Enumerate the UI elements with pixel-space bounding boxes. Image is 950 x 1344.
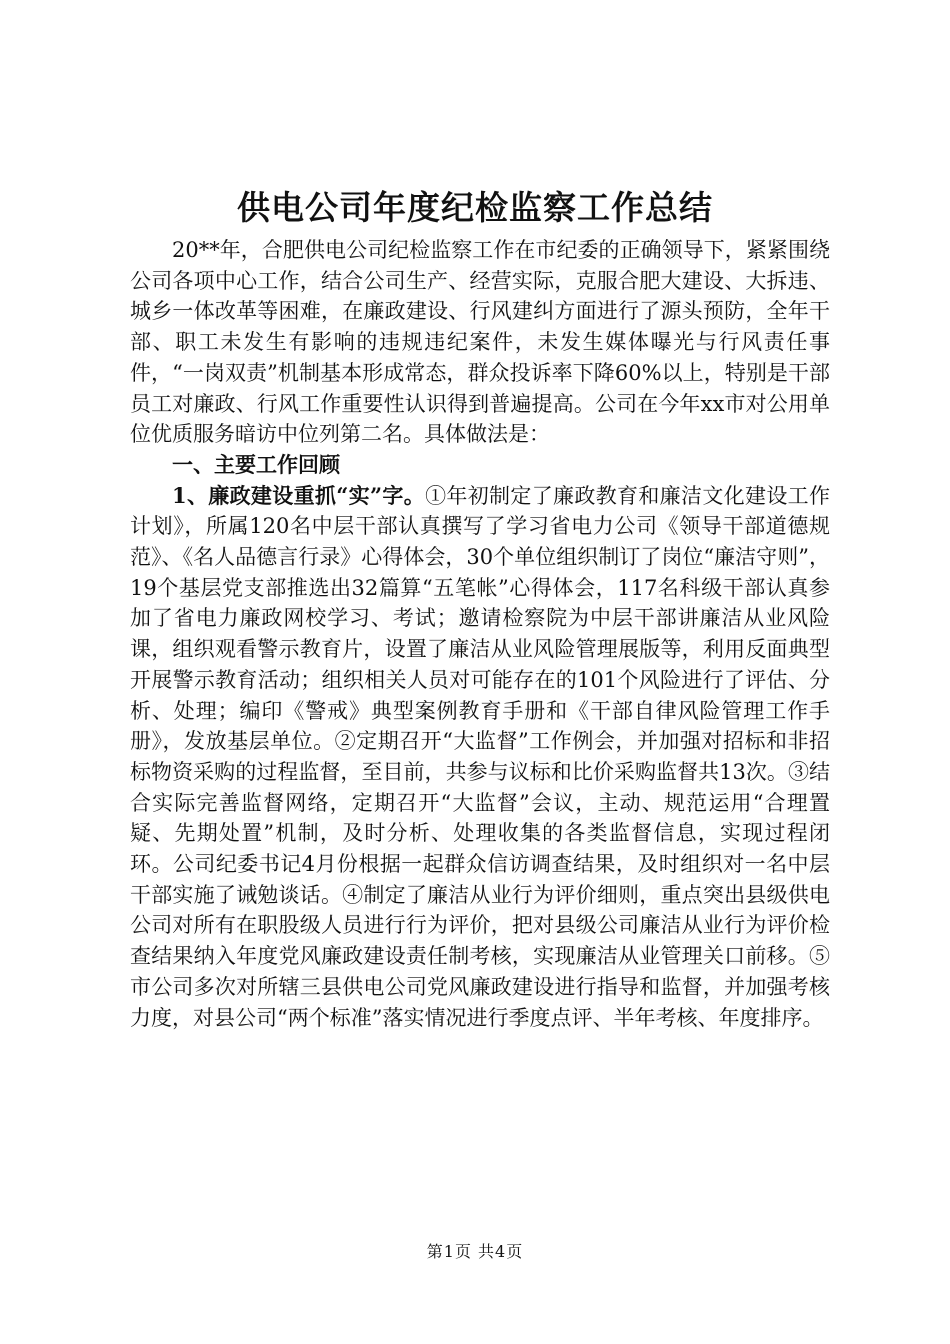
document-title: 供电公司年度纪检监察工作总结 — [237, 188, 713, 227]
item-body: ①年初制定了廉政教育和廉洁文化建设工作计划》，所属120名中层干部认真撰写了学习省电力公司《领导干部道德规范》、《名人品德言行录》心得体会，30个单位组织制订了岗位“廉洁守则”，19个基层党支部推选出32篇算“五笔帐”心得体会，117名科级干部认真参加了省电力廉政网校学习、考试；邀请检察院为中层干部讲廉洁从业风险课，组织观看警示教育片，设置了廉洁从业风险管理展版等，利用反面典型开展警示教育活动；组织相关人员对可能存在的101个风险进行了评估、分析、处理；编印《警戒》典型案例教育手册和《干部自律风险管理工作手册》，发放基层单位。②定期召开“大监督”工作例会，并加强对招标和非招标物资采购的过程监督，至目前，共参与议标和比价采购监督共13次。③结合实际完善监督网络，定期召开“大监督”会议，主动、规范运用“合理置疑、先期处置”机制，及时分析、处理收集的各类监督信息，实现过程闭环。公司纪委书记4月份根据一起群众信访调查结果，及时组织对一名中层干部实施了诫勉谈话。④制定了廉洁从业行为评价细则，重点突出县级供电公司对所有在职股级人员进行行为评价，把对县级公司廉洁从业行为评价检查结果纳入年度党风廉政建设责任制考核，实现廉洁从业管理关口前移。⑤市公司多次对所辖三县供电公司党风廉政建设进行指导和监督，并加强考核力度，对县公司“两个标准”落实情况进行季度点评、半年考核、年度排序。 — [130, 483, 830, 1030]
item-lead: 1、廉政建设重抓“实”字。 — [172, 482, 426, 508]
section-heading: 一、主要工作回顾 — [172, 451, 340, 477]
page-footer: 第1页 共4页 — [426, 1242, 524, 1261]
intro-paragraph: 20**年，合肥供电公司纪检监察工作在市纪委的正确领导下，紧紧围绕公司各项中心工作，结合公司生产、经营实际，克服合肥大建设、大拆违、城乡一体改革等困难，在廉政建设、行风建纠方面进行了源头预防，全年干部、职工未发生有影响的违规违纪案件，未发生媒体曝光与行风责任事件，“一岗双责”机制基本形成常态，群众投诉率下降60%以上，特别是干部员工对廉政、行风工作重要性认识得到普遍提高。公司在今年xx市对公用单位优质服务暗访中位列第二名。具体做法是： — [130, 238, 830, 447]
document-body — [130, 235, 830, 1033]
item-paragraph — [130, 481, 830, 1034]
